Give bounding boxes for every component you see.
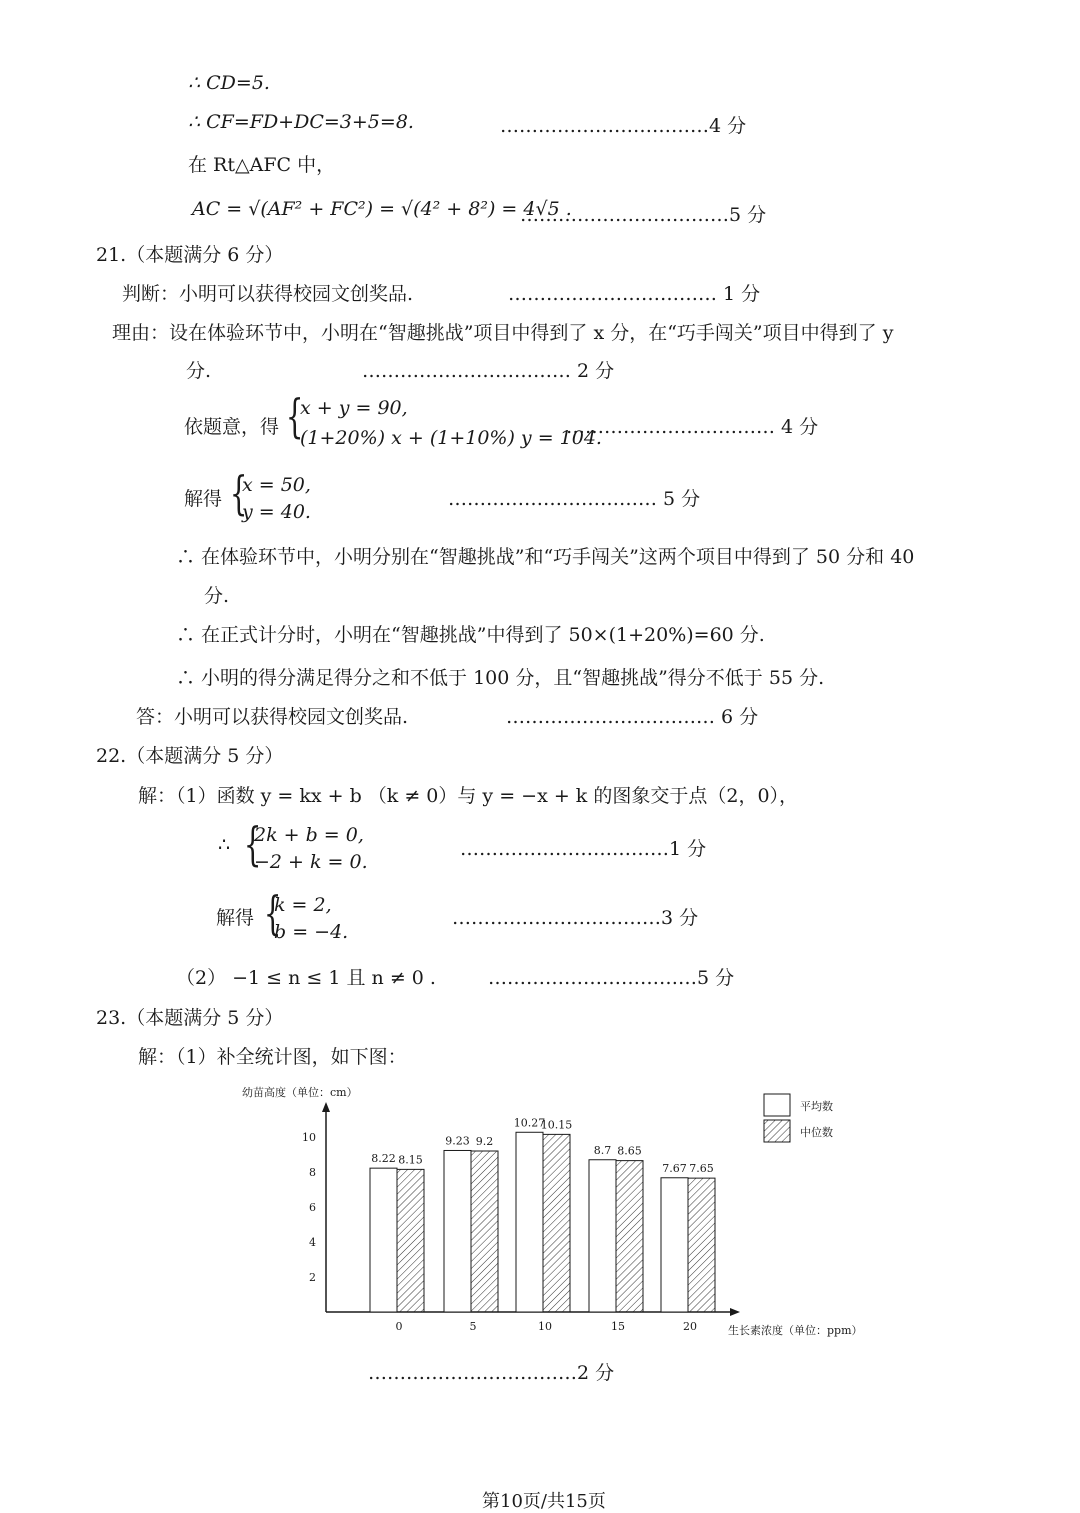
prob21-sol1: x = 50, [242, 474, 311, 496]
y-tick-label: 2 [309, 1271, 316, 1284]
brace-icon: { [263, 886, 282, 940]
prob20-line4: AC = √(AF² + FC²) = √(4² + 8²) = 4√5 . [192, 198, 572, 220]
prob22-sol2: b = −4. [274, 921, 349, 943]
prob22-part2-score: ……………………………5 分 [488, 967, 735, 989]
bar-median [543, 1134, 570, 1312]
bar-value-label: 9.2 [475, 1135, 494, 1148]
bar-value-label: 7.67 [662, 1161, 687, 1175]
bar-value-label: 8.22 [371, 1152, 396, 1166]
legend-swatch-median [764, 1120, 790, 1142]
legend-swatch-mean [764, 1094, 790, 1116]
x-tick-label: 0 [395, 1320, 403, 1333]
bar-mean [516, 1132, 543, 1312]
prob21-conclusion2: ∴ 在正式计分时，小明在“智趣挑战”中得到了 50×(1+20%)=60 分. [176, 624, 765, 646]
prob22-eq-score: ……………………………1 分 [460, 838, 707, 860]
prob21-solve-label: 解得 [184, 488, 223, 510]
bar-value-label: 8.7 [593, 1143, 612, 1157]
prob21-judge-score: …………………………… 1 分 [508, 283, 761, 305]
bar-value-label: 8.15 [398, 1153, 423, 1167]
x-axis-label: 生长素浓度（单位：ppm） [728, 1324, 863, 1337]
prob21-answer-score: …………………………… 6 分 [506, 706, 759, 728]
prob22-solve-label: 解得 [216, 907, 255, 929]
prob21-answer: 答：小明可以获得校园文创奖品. [136, 706, 409, 728]
prob21-conclusion1b: 分. [204, 585, 230, 607]
y-tick-label: 8 [309, 1166, 316, 1179]
legend-label-mean: 平均数 [800, 1100, 833, 1113]
y-axis-arrow [322, 1102, 330, 1112]
bar-mean [444, 1150, 471, 1312]
x-tick-label: 15 [611, 1320, 625, 1333]
prob20-line2-score: ……………………………4 分 [500, 115, 747, 137]
brace-icon: { [285, 389, 304, 443]
brace-icon: { [229, 466, 248, 520]
prob20-line4-score: ……………………………5 分 [520, 204, 767, 226]
prob21-setup-label: 依题意，得 [184, 416, 280, 438]
x-axis-arrow [730, 1308, 740, 1316]
prob20-line1: ∴ CD=5. [188, 72, 270, 94]
bar-median [471, 1151, 498, 1312]
bar-mean [589, 1160, 616, 1312]
prob21-eq1: x + y = 90, [300, 397, 408, 419]
prob23-part1: 解：（1）补全统计图，如下图： [138, 1046, 407, 1068]
bar-value-label: 9.23 [445, 1134, 470, 1148]
prob22-part2: （2） −1 ≤ n ≤ 1 且 n ≠ 0 . [176, 967, 436, 989]
prob20-line3: 在 Rt△AFC 中， [188, 154, 336, 176]
prob22-solve-score: ……………………………3 分 [452, 907, 699, 929]
bar-value-label: 10.15 [540, 1118, 573, 1132]
prob20-line2: ∴ CF=FD+DC=3+5=8. [188, 111, 414, 133]
prob21-reason-line2: 分. [186, 360, 212, 382]
y-tick-label: 4 [309, 1236, 316, 1249]
bar-value-label: 8.65 [617, 1144, 642, 1158]
prob21-eq2: (1+20%) x + (1+10%) y = 104. [300, 427, 602, 449]
bar-median [688, 1178, 715, 1312]
y-tick-label: 10 [302, 1131, 316, 1144]
y-tick-label: 6 [309, 1201, 316, 1214]
page-number: 第10页/共15页 [482, 1491, 606, 1512]
prob22-therefore: ∴ [218, 834, 231, 856]
bar-value-label: 7.65 [689, 1162, 714, 1176]
legend-label-median: 中位数 [800, 1126, 833, 1139]
bar-median [397, 1169, 424, 1312]
bar-mean [370, 1168, 397, 1312]
bar-mean [661, 1178, 688, 1312]
x-tick-label: 20 [683, 1320, 697, 1333]
prob21-setup-score: …………………………… 4 分 [566, 416, 819, 438]
prob21-conclusion1a: ∴ 在体验环节中，小明分别在“智趣挑战”和“巧手闯关”这两个项目中得到了 50 分和 40 [176, 546, 915, 568]
bar-value-label: 10.27 [513, 1116, 546, 1130]
bar-median [616, 1161, 643, 1312]
prob22-sol1: k = 2, [274, 894, 332, 916]
prob21-solve-score: …………………………… 5 分 [448, 488, 701, 510]
prob21-conclusion3: ∴ 小明的得分满足得分之和不低于 100 分，且“智趣挑战”得分不低于 55 分. [176, 667, 825, 689]
prob21-reason-line1: 理由：设在体验环节中，小明在“智趣挑战”项目中得到了 x 分，在“巧手闯关”项目中得到了 y [112, 322, 894, 344]
x-tick-label: 5 [469, 1320, 477, 1333]
prob21-header: 21.（本题满分 6 分） [96, 244, 284, 266]
prob21-judge: 判断：小明可以获得校园文创奖品. [122, 283, 414, 305]
prob22-eq1: 2k + b = 0, [254, 824, 364, 846]
prob21-sol2: y = 40. [242, 501, 311, 523]
prob21-reason-score: …………………………… 2 分 [362, 360, 615, 382]
y-axis-label: 幼苗高度（单位：cm） [242, 1086, 358, 1099]
prob22-part1: 解：（1）函数 y = kx + b （k ≠ 0）与 y = −x + k 的图象交于点（2，0）， [138, 785, 799, 807]
brace-icon: { [243, 817, 262, 871]
x-tick-label: 10 [538, 1320, 552, 1333]
prob23-header: 23.（本题满分 5 分） [96, 1007, 284, 1029]
prob22-header: 22.（本题满分 5 分） [96, 745, 284, 767]
prob23-chart-score: ……………………………2 分 [368, 1362, 615, 1384]
prob22-eq2: −2 + k = 0. [254, 851, 368, 873]
